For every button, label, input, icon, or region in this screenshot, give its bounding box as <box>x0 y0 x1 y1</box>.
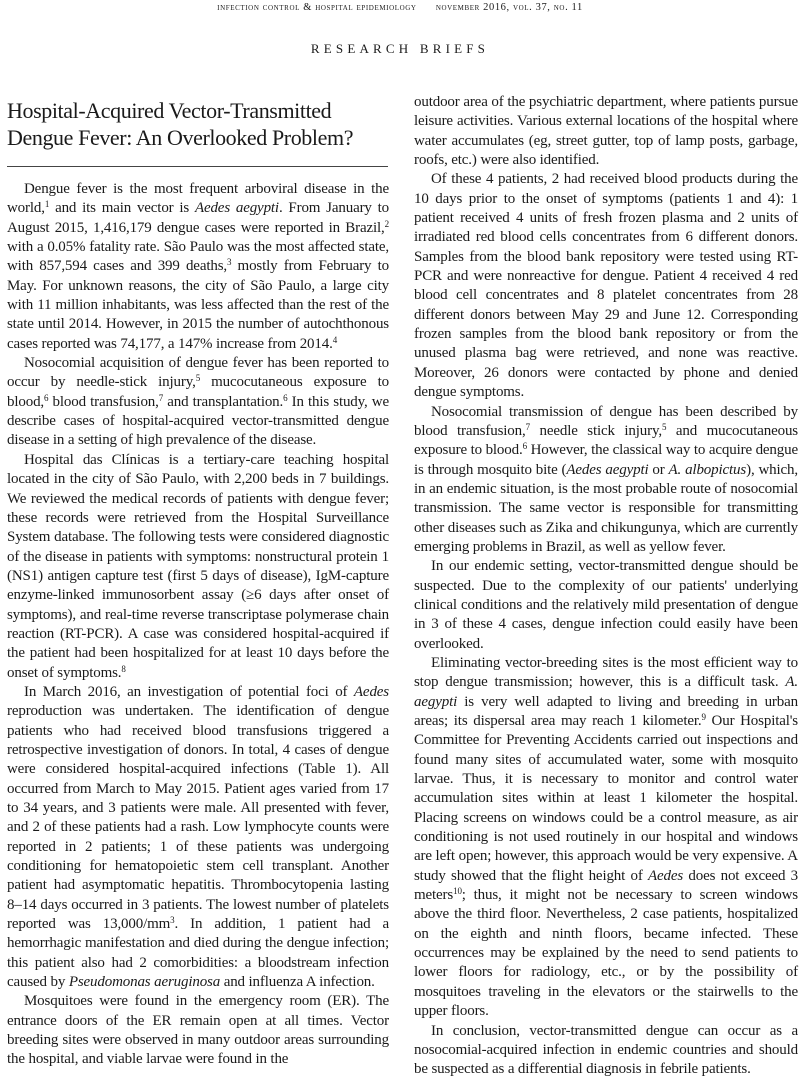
italic-term: Pseudomonas aeruginosa <box>68 974 221 991</box>
text-run: Hospital das Clínicas is a tertiary-care teaching hospital located in the city of São Paulo, with 2,200 beds in 7 buildings. We reviewed the medical records of patients with dengue fever; these records were retrieved from the Hospital Surveillance System database. The following tests were considered diagnostic of the disease in patients with symptoms: nonstructural protein 1 (NS1) antigen capture test (first 5 days of disease), IgM-capture enzyme-linked immunosorbent assay (≥6 days after onset of symptoms), and real-time reverse transcriptase polymerase chain reaction (RT-PCR). A case was considered hospital-acquired if the patient had been hospitalized for at least 10 days before the onset of symptoms. <box>7 451 389 681</box>
paragraph <box>7 354 389 451</box>
italic-term: Aedes <box>353 683 389 700</box>
citation-superscript: 6 <box>283 392 288 403</box>
text-run: with a 0.05% fatality rate. São Paulo was the most affected state, with 857,594 cases and 399 deaths, <box>7 239 389 275</box>
italic-term: Aedes aegypti <box>194 200 279 217</box>
right-column <box>414 93 798 1080</box>
text-run: blood transfusion, <box>48 393 159 410</box>
citation-superscript: 5 <box>661 421 667 432</box>
running-head <box>0 2 800 13</box>
text-run: ), which, in an endemic situation, is the most probable route of nosocomial transmission. The same vector is responsible for transmitting other diseases such as Zika and chikungunya, which are currently emerging problems in Brazil, as well as yellow fever. <box>414 461 798 555</box>
text-run: Dengue fever is the most frequent arboviral disease in the world, <box>7 181 389 217</box>
citation-superscript: 7 <box>158 392 164 403</box>
citation-superscript: 3 <box>170 915 175 926</box>
paragraph <box>414 403 798 558</box>
paragraph <box>7 451 389 683</box>
citation-superscript: 7 <box>525 421 530 432</box>
text-run: and its main vector is <box>49 200 195 217</box>
text-run: In March 2016, an investigation of potential foci of <box>24 683 354 700</box>
text-run: In this study, we describe cases of hospital-acquired vector-transmitted dengue disease in a setting of high prevalence of the disease. <box>7 393 389 449</box>
left-column <box>7 180 389 1070</box>
paragraph <box>7 992 389 1069</box>
text-run: . From January to August 2015, 1,416,179 dengue cases were reported in Brazil, <box>7 200 389 236</box>
article-title: Hospital-Acquired Vector-Transmitted Dengue Fever: An Overlooked Problem? <box>7 98 354 150</box>
text-run: Of these 4 patients, 2 had received blood products during the 10 days prior to the onset of symptoms (patients 1 and 4): 1 patient received 4 units of fresh frozen plasma and 2 units of irradiated red blood cells concentrates from 6 different donors. Samples from the blood bank repository were tested using RT-PCR and were nonreactive for dengue. Patient 4 received 4 red blood cell concentrates and 8 platelet concentrates from 28 different donors between May 29 and June 12. Corresponding frozen samples from the blood bank repository or from the unused plasma bag were retrieved, and none was reactive. Moreover, 26 donors were contacted by phone and denied dengue symptoms. <box>414 171 798 401</box>
text-run: and mucocutaneous exposure to blood. <box>414 422 798 459</box>
italic-term: A. aegypti <box>414 674 798 710</box>
section-heading: RESEARCH BRIEFS <box>310 41 490 56</box>
text-run: In our endemic setting, vector-transmitted dengue should be suspected. Due to the complexity of our patients' underlying clinical conditions and the relatively mild presentation of dengue in 3 of these 4 cases, dengue infection could easily have been overlooked. <box>414 558 798 652</box>
paragraph <box>7 180 389 354</box>
citation-superscript: 5 <box>195 373 201 384</box>
text-run: does not exceed 3 meters <box>414 867 799 904</box>
text-run: mostly from February to May. For unknown reasons, the city of São Paulo, a large city with 11 million inhabitants, was less affected than the rest of the state until 2014. However, in 2015 the number of autochthonous cases reported was 74,177, a 147% increase from 2014. <box>7 258 389 352</box>
paragraph <box>414 654 798 1022</box>
italic-term: Aedes aegypti <box>566 461 649 478</box>
text-run: Our Hospital's Committee for Preventing Accidents carried out inspections and found many sites of accumulated water, some with mosquito larvae. Thus, it is necessary to monitor and control water accumulation sites within at least 1 kilometer the hospital. Placing screens on windows could be a control measure, as air conditioning is not used routinely in our hospital and windows are left open; however, this approach would be very expensive. A study showed that the flight height of <box>414 713 798 884</box>
title-divider <box>7 166 388 167</box>
text-run: However, the classical way to acquire dengue is through mosquito bite ( <box>414 442 798 478</box>
journal-name: infection control & hospital epidemiology <box>217 2 417 13</box>
citation-superscript: 8 <box>121 663 126 674</box>
text-run: is very well adapted to living and breeding in urban areas; its dispersal area may reach 1 kilometer. <box>414 693 798 729</box>
text-run: needle stick injury, <box>529 422 662 439</box>
citation-superscript: 1 <box>44 199 50 210</box>
paragraph <box>7 683 389 993</box>
text-run: reproduction was undertaken. The identification of dengue patients who had received blood transfusions triggered a retrospective investigation of donors. In total, 4 cases of dengue were considered hospital-acquired infections (Table 1). All occurred from March to May 2015. Patient ages varied from 17 to 34 years, and 3 patients were male. All presented with fever, and 2 of these patients had a rash. Low lymphocyte counts were reported in 2 patients; 1 of these patients was undergoing conditioning for hematopoietic stem cell transplant. Another patient had asymptomatic hepatitis. Thrombocytopenia lasting 8–14 days occurred in 3 patients. The lowest number of platelets reported was 13,000/mm <box>7 703 389 933</box>
paragraph <box>414 557 798 654</box>
issue-info: november 2016, vol. 37, no. 11 <box>435 2 583 13</box>
italic-term: Aedes <box>648 867 684 884</box>
text-run: . In addition, 1 patient had a hemorrhagic manifestation and died during the dengue infection; this patient also had 2 comorbidities: a bloodstream infection caused by <box>7 916 389 991</box>
citation-superscript: 6 <box>44 392 49 403</box>
text-run: Nosocomial acquisition of dengue fever has been reported to occur by needle-stick injury, <box>7 355 389 391</box>
paragraph <box>414 1022 798 1080</box>
text-run: Eliminating vector-breeding sites is the most efficient way to stop dengue transmission; however, this is a difficult task. <box>414 654 798 691</box>
paragraph <box>414 93 798 170</box>
text-run: outdoor area of the psychiatric department, where patients pursue leisure activities. Various external locations of the hospital where water accumulates (eg, street gutter, top of lamp posts, garbage, roofs, etc.) were also identified. <box>414 94 798 169</box>
text-run: ; thus, it might not be necessary to screen windows above the third floor. Nevertheless, 2 case patients, hospitalized on the eighth and ninth floors, became infected. These occurrences may be explained by the need to send patients to lower floors for radiology, etc., or by the possibility of mosquitoes traveling in the elevators or the stairwells to the upper floors. <box>414 887 798 1020</box>
text-run: Nosocomial transmission of dengue has been described by blood transfusion, <box>414 403 798 439</box>
citation-superscript: 3 <box>226 257 232 268</box>
text-run: Mosquitoes were found in the emergency room (ER). The entrance doors of the ER remain open at all times. Vector breeding sites were observed in many outdoor areas surrounding the hospital, and viable larvae were found in the <box>7 993 389 1068</box>
italic-term: A. albopictus <box>668 461 747 478</box>
text-run: or <box>648 461 669 478</box>
text-run: and transplantation. <box>163 393 284 410</box>
citation-superscript: 10 <box>453 886 462 897</box>
citation-superscript: 6 <box>522 441 527 452</box>
citation-superscript: 4 <box>332 334 338 345</box>
citation-superscript: 9 <box>701 712 706 722</box>
text-run: mucocutaneous exposure to blood, <box>7 374 389 410</box>
citation-superscript: 2 <box>384 218 389 229</box>
text-run: In conclusion, vector-transmitted dengue can occur as a nosocomial-acquired infection in endemic countries and should be suspected as a differential diagnosis in febrile patients. <box>414 1022 798 1078</box>
paragraph <box>414 170 798 402</box>
text-run: and influenza A infection. <box>220 974 375 991</box>
